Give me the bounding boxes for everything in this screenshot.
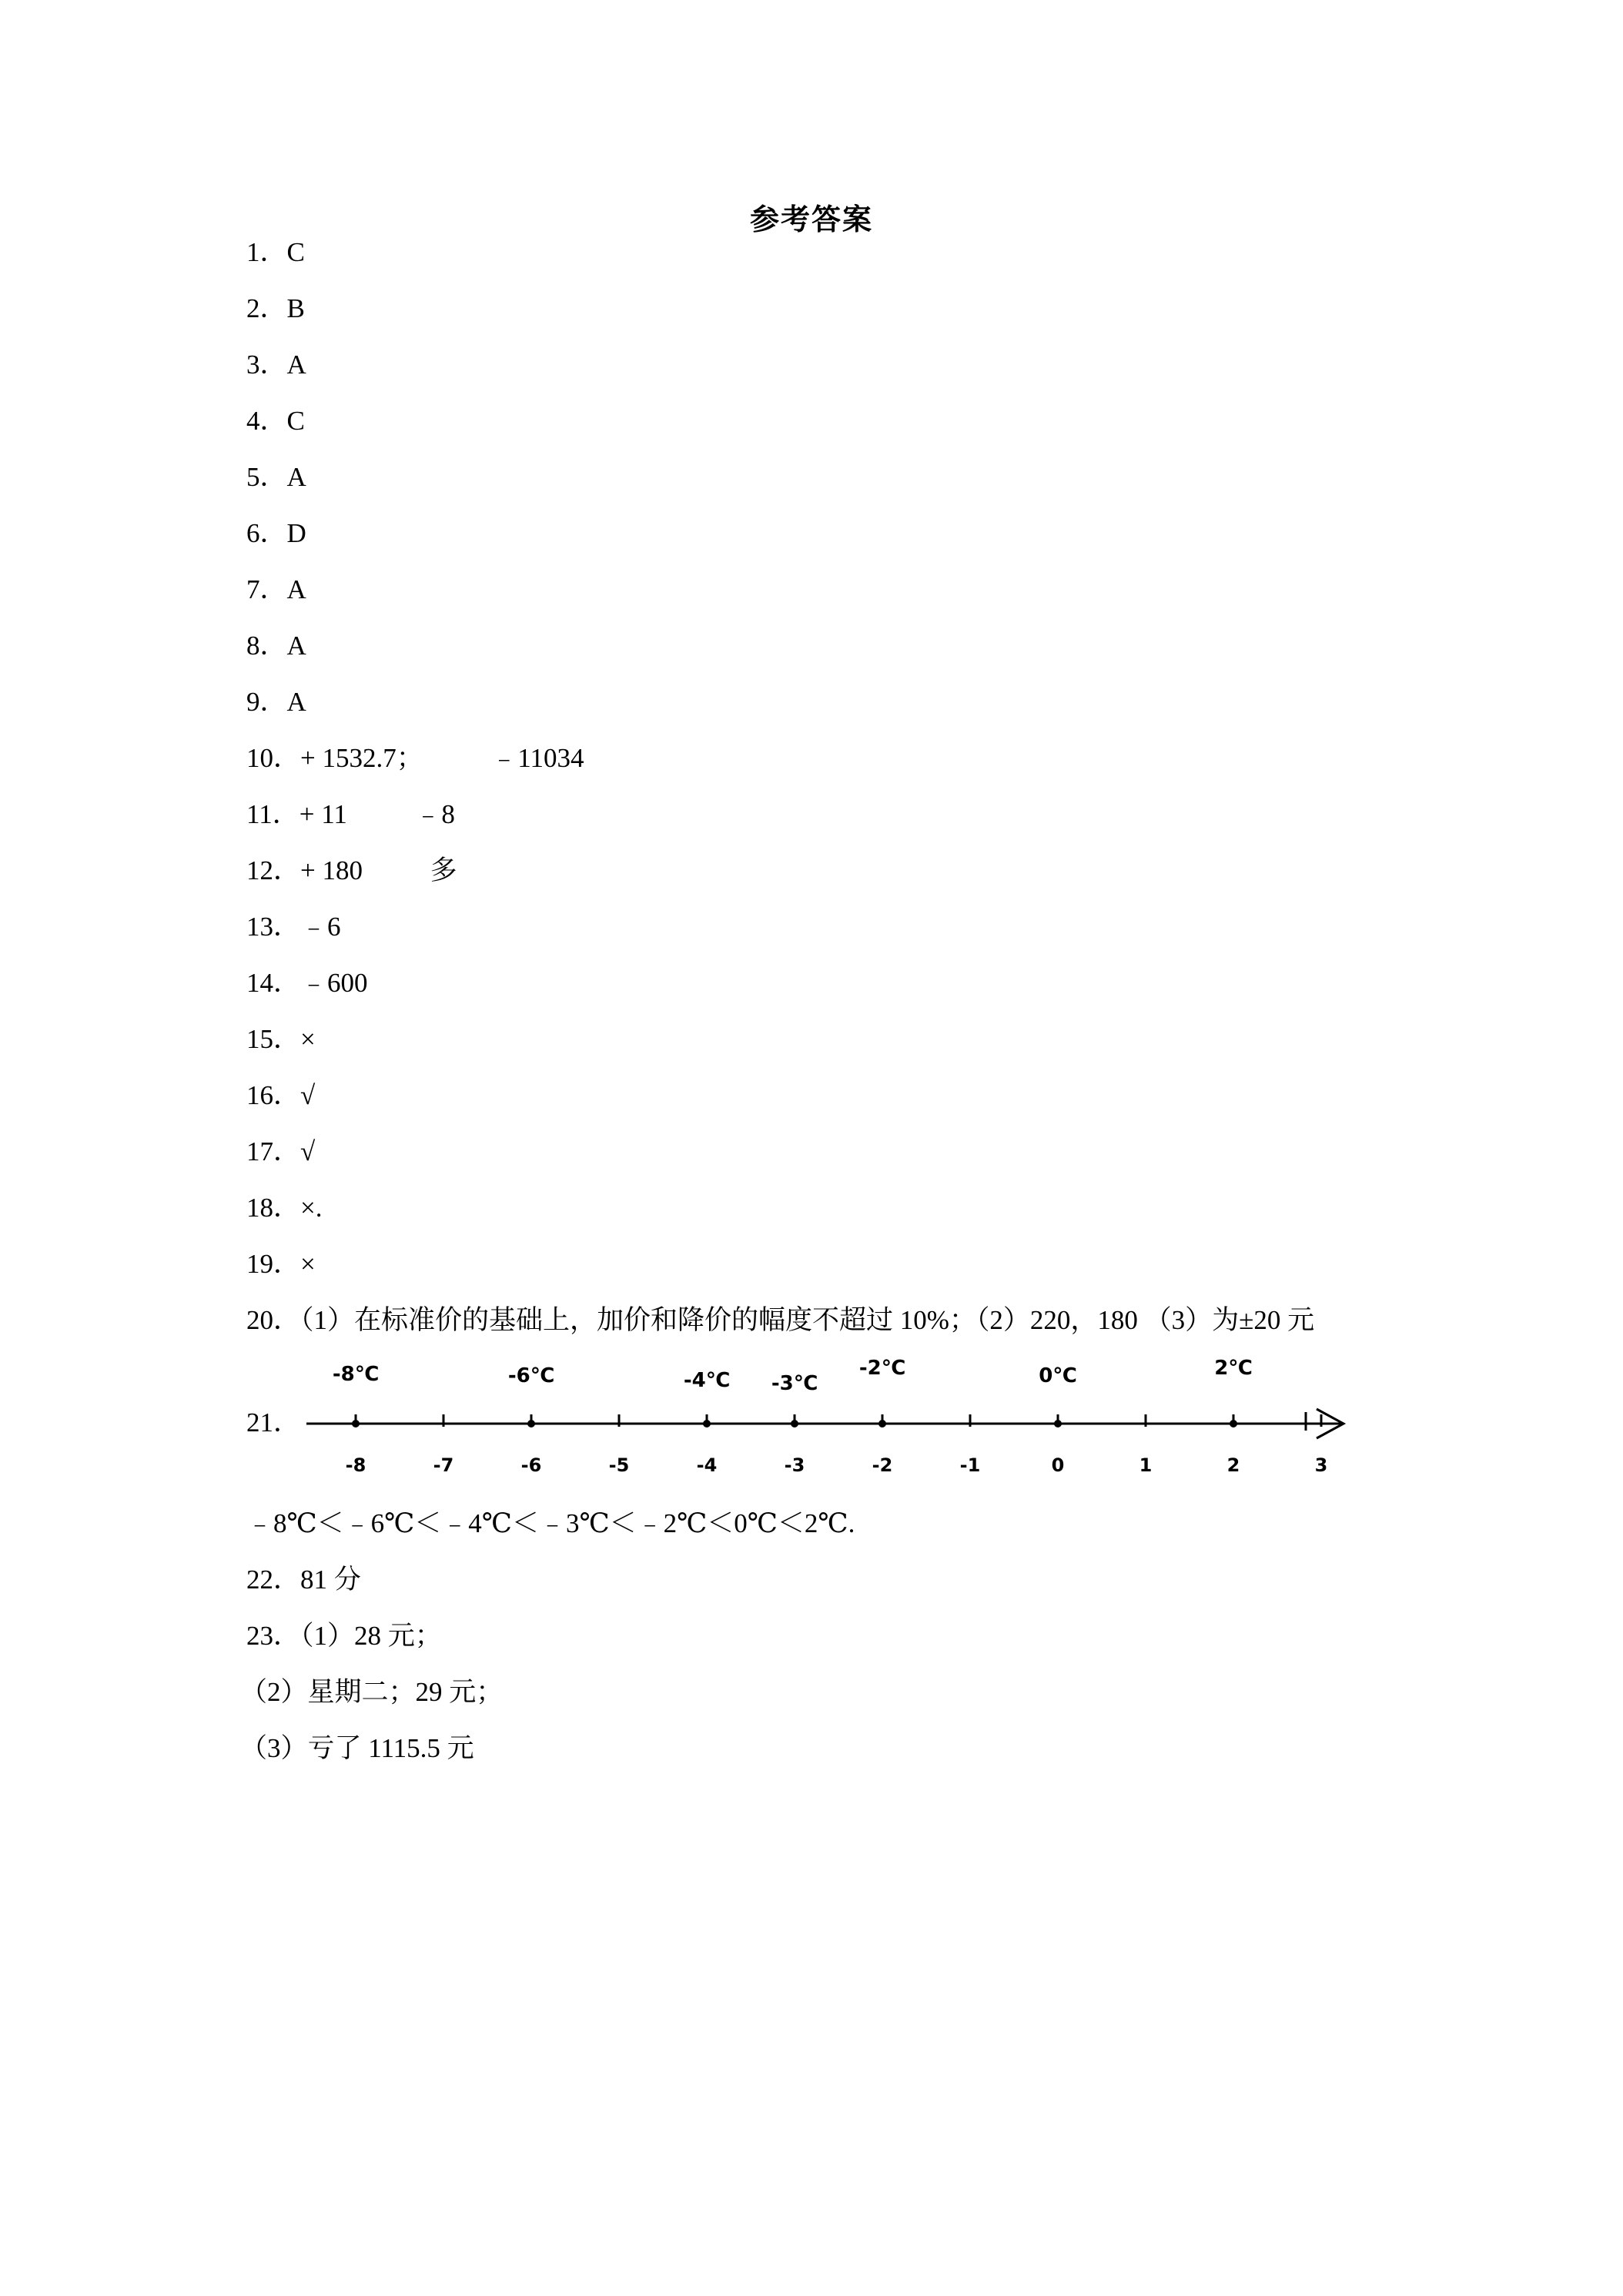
answer-number: 5． [246,462,287,492]
answer-text: + 1532.7； ﹣11034 [300,743,584,773]
answer-number: 17． [246,1136,301,1166]
number-line-tick-label: -1 [959,1454,981,1476]
answer-number: 10． [246,743,301,773]
answer-22: 22．81 分 [246,1565,361,1595]
temperature-ordering: ﹣8℃＜﹣6℃＜﹣4℃＜﹣3℃＜﹣2℃＜0℃＜2℃. [246,1508,855,1538]
answer-text: + 11 ﹣8 [299,799,455,829]
answer-text: A [286,631,306,661]
answer-number: 6． [246,518,287,548]
answer-text: （1）在标准价的基础上，加价和降价的幅度不超过 10%；（2）220，180 （3）为±20 元 [300,1305,1315,1335]
number-line-tick-label: -5 [608,1454,630,1476]
temperature-point [527,1420,535,1427]
answer-number: 1． [246,237,287,267]
answer-number: 21． [246,1407,301,1438]
number-line-tick-label: -4 [696,1454,718,1476]
answer-number: 13． [246,912,301,942]
answer-text: C [286,406,305,436]
answer-number: 2． [246,293,287,323]
answer-number: 9． [246,687,287,717]
answer-number: 18． [246,1193,301,1223]
answer-text: √ [300,1080,316,1110]
answer-text: ﹣6 [300,912,341,942]
temperature-label: -6℃ [507,1364,555,1387]
answer-text: A [286,687,306,717]
temperature-point [352,1420,360,1427]
temperature-label: -3℃ [771,1372,818,1395]
answer-number: 7． [246,574,287,604]
answer-text: + 180 多 [300,855,457,885]
answer-number: 15． [246,1024,301,1054]
answer-text: A [286,574,306,604]
answer-number: 12． [246,855,301,885]
number-line-tick-label: 1 [1139,1454,1153,1476]
answer-text: ﹣600 [300,968,368,998]
answer-number: 3． [246,350,287,380]
answer-text: C [286,237,305,267]
temperature-label: -8℃ [332,1363,380,1386]
temperature-point [1230,1420,1237,1427]
answer-23-part1: 23．（1）28 元； [246,1621,442,1651]
temperature-point [1054,1420,1062,1427]
number-line-tick-label: -7 [433,1454,454,1476]
answer-number: 20． [246,1305,301,1335]
answer-text: ×. [300,1193,323,1223]
answer-23-part3: （3）亏了 1115.5 元 [240,1733,474,1763]
number-line-tick-label: 0 [1051,1454,1065,1476]
answer-number: 11． [246,799,300,829]
number-line-tick-label: 2 [1226,1454,1240,1476]
answer-number: 4． [246,406,287,436]
answer-text: B [286,293,305,323]
answer-number: 8． [246,631,287,661]
answer-text: × [300,1024,316,1054]
answer-text: A [286,350,306,380]
answer-number: 19． [246,1249,301,1279]
temperature-label: 2℃ [1214,1357,1253,1380]
answer-text: × [300,1249,316,1279]
answer-number: 16． [246,1080,301,1110]
number-line-tick-label: 3 [1314,1454,1328,1476]
temperature-label: 0℃ [1039,1364,1077,1387]
page-title: 参考答案 [749,204,873,236]
temperature-label: -4℃ [683,1369,731,1392]
number-line-tick-label: -6 [520,1454,542,1476]
answer-23-part2: （2）星期二；29 元； [240,1677,504,1707]
number-line-tick-label: -3 [784,1454,805,1476]
answer-number: 14． [246,968,301,998]
answer-text: A [286,462,306,492]
temperature-point [703,1420,711,1427]
temperature-point [878,1420,886,1427]
temperature-point [791,1420,798,1427]
number-line-tick-label: -8 [345,1454,366,1476]
answer-text: √ [300,1136,316,1166]
temperature-label: -2℃ [858,1357,906,1380]
answer-text: D [286,518,306,548]
number-line-tick-label: -2 [872,1454,893,1476]
